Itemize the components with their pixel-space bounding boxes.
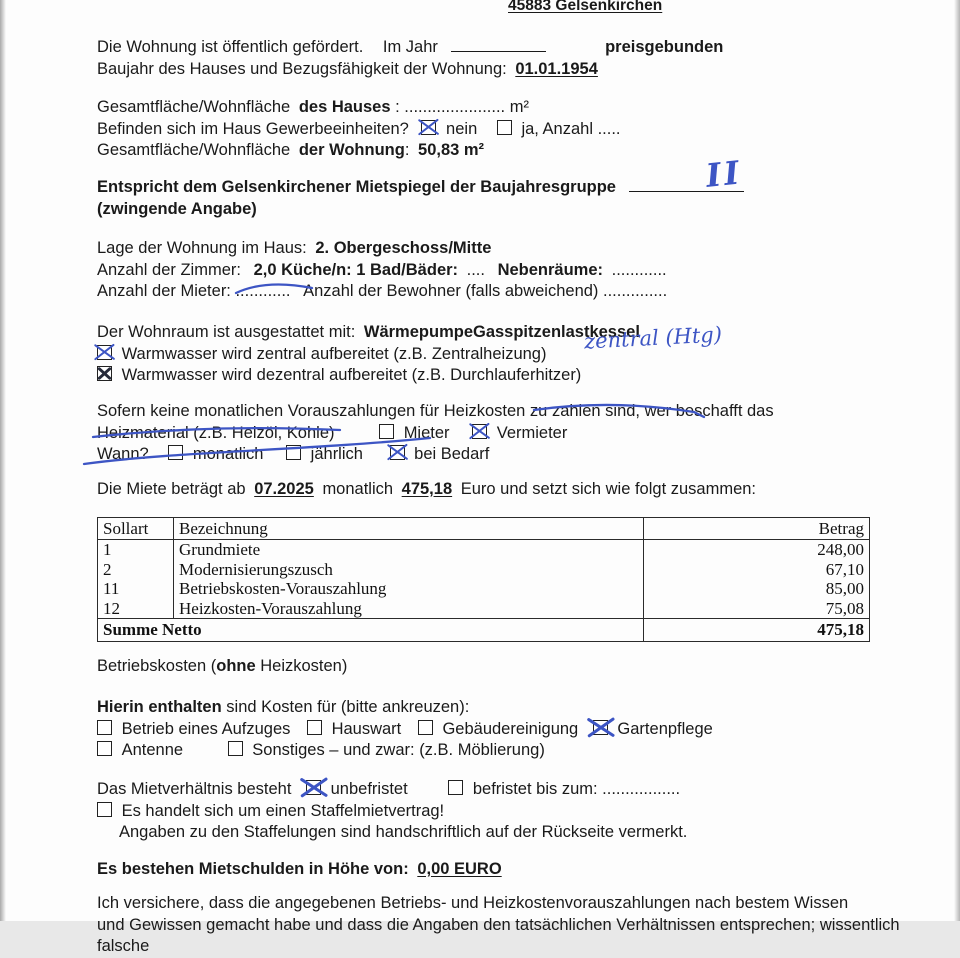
label-warmwasser-zentral: Warmwasser wird zentral aufbereitet (z.B. Zentralheizung) bbox=[121, 344, 547, 363]
label-warmwasser-dezentral: Warmwasser wird dezentral aufbereitet (z.B. Durchlauferhitzer) bbox=[121, 366, 582, 384]
funding-line2 bbox=[97, 59, 902, 81]
miete-text-a: Die Miete beträgt ab bbox=[97, 480, 246, 498]
miete-start-value: 07.2025 bbox=[254, 480, 314, 498]
mietschulden-value: 0,00 EURO bbox=[417, 860, 502, 878]
section-betriebskosten bbox=[97, 656, 902, 678]
nebenraeume-label: Nebenräume: bbox=[497, 260, 604, 279]
haus-label-bold: des Hauses bbox=[298, 98, 391, 116]
table-footer-row bbox=[98, 619, 870, 642]
gewerbe-question: Befinden sich im Haus Gewerbeeinheiten? bbox=[97, 119, 409, 138]
ausstattung-value: WärmepumpeGasspitzenlastkessel bbox=[363, 323, 640, 341]
baujahr-value: 01.01.1954 bbox=[515, 59, 598, 78]
miete-amount-value: 475,18 bbox=[401, 480, 453, 498]
cell-bezeichnung: Grundmiete bbox=[179, 540, 261, 559]
checkbox-gewerbe-ja bbox=[497, 120, 512, 135]
cell-sollart: 11 bbox=[98, 579, 174, 599]
versicherung-line1: Ich versichere, dass die angegebenen Betriebs- und Heizkostenvorauszahlungen nach bestem Wissen bbox=[97, 894, 849, 912]
areas-gewerbe-line bbox=[97, 119, 902, 141]
checkbox-warmwasser-dezentral bbox=[97, 366, 112, 381]
baujahr-label: Baujahr des Hauses und Bezugsfähigkeit der Wohnung: bbox=[97, 59, 507, 78]
mieter-count-field: Anzahl der Mieter: ............ bbox=[97, 282, 291, 300]
mietschulden-line bbox=[97, 859, 902, 881]
jahr-blank-field bbox=[451, 36, 546, 52]
funding-im-jahr-label: Im Jahr bbox=[382, 38, 438, 56]
label-staffelmietvertrag: Es handelt sich um einen Staffelmietvertrag! bbox=[121, 801, 445, 820]
col-header-betrag: Betrag bbox=[644, 518, 870, 540]
hierin-title-bold: Hierin enthalten bbox=[97, 698, 222, 716]
bewohner-count-field: Anzahl der Bewohner (falls abweichend) .............. bbox=[303, 282, 668, 300]
section-ausstattung bbox=[97, 322, 902, 387]
summe-netto-label: Summe Netto bbox=[98, 619, 644, 642]
lage-line bbox=[97, 238, 902, 260]
checkbox-mieter bbox=[379, 424, 394, 439]
bad-dots-field: .... bbox=[466, 260, 485, 279]
mietverhaeltnis-intro: Das Mietverhältnis besteht bbox=[97, 780, 292, 798]
cell-bezeichnung: Heizkosten-Vorauszahlung bbox=[179, 598, 362, 618]
section-mietschulden bbox=[97, 859, 902, 881]
checkbox-antenne bbox=[97, 741, 112, 756]
staffel-line bbox=[97, 801, 902, 823]
wohnung-colon: : bbox=[404, 141, 410, 159]
funding-line1 bbox=[97, 36, 902, 59]
label-mieter: Mieter bbox=[403, 423, 450, 442]
mietspiegel-text: Entspricht dem Gelsenkirchener Mietspiegel der Baujahresgruppe bbox=[97, 178, 616, 196]
zimmer-line bbox=[97, 260, 902, 282]
label-hauswart: Hauswart bbox=[331, 719, 402, 738]
handwritten-baujahresgruppe-value: II bbox=[704, 153, 744, 195]
checkbox-unbefristet bbox=[306, 780, 321, 795]
cell-betrag: 248,00 bbox=[644, 540, 870, 560]
mietverhaeltnis-line1 bbox=[97, 779, 902, 801]
mieter-line bbox=[97, 281, 902, 303]
cell-sollart: 12 bbox=[98, 599, 174, 619]
lage-label: Lage der Wohnung im Haus: bbox=[97, 239, 307, 257]
label-jaehrlich: jährlich bbox=[310, 445, 363, 463]
hierin-title-line bbox=[97, 697, 902, 719]
heizmaterial-line2 bbox=[97, 423, 902, 445]
table-row bbox=[98, 599, 870, 619]
betriebskosten-a: Betriebskosten ( bbox=[97, 657, 217, 675]
wohnung-area-value: 50,83 m² bbox=[418, 141, 485, 159]
section-heizmaterial bbox=[97, 401, 902, 466]
versicherung-line2-clipped: und Gewissen gemacht habe und dass die Angaben den tatsächlichen Verhältnissen entsprechen; wissentlich falsche bbox=[97, 915, 900, 955]
section-hierin bbox=[97, 697, 902, 762]
hierin-title-rest: sind Kosten für (bitte ankreuzen): bbox=[221, 698, 470, 716]
checkbox-sonstiges bbox=[228, 741, 243, 756]
section-versicherung bbox=[97, 893, 902, 958]
label-gartenpflege: Gartenpflege bbox=[617, 719, 713, 738]
scan-edge-right bbox=[954, 0, 960, 921]
cell-betrag: 67,10 bbox=[644, 560, 870, 580]
checkbox-monatlich bbox=[168, 445, 183, 460]
col-header-bezeichnung: Bezeichnung bbox=[174, 518, 644, 540]
wann-line bbox=[97, 444, 902, 466]
areas-wohnung-line bbox=[97, 140, 902, 162]
label-vermieter: Vermieter bbox=[496, 423, 568, 442]
section-mietverhaeltnis bbox=[97, 779, 902, 844]
label-antenne: Antenne bbox=[121, 741, 184, 759]
betriebskosten-ohne: ohne bbox=[216, 657, 256, 675]
staffel-note-line: Angaben zu den Staffelungen sind handschriftlich auf der Rückseite vermerkt. bbox=[119, 823, 688, 841]
section-funding bbox=[97, 36, 902, 80]
haus-label: Gesamtfläche/Wohnfläche bbox=[97, 98, 291, 116]
zimmer-value: 2,0 Küche/n: 1 Bad/Bäder: bbox=[253, 260, 459, 279]
funding-preisgebunden: preisgebunden bbox=[605, 38, 724, 56]
table-header-row bbox=[98, 518, 870, 540]
warmwasser-dezentral-line bbox=[97, 365, 902, 387]
section-lage bbox=[97, 238, 902, 303]
wohnung-label-bold: der Wohnung bbox=[298, 141, 405, 159]
funding-sentence: Die Wohnung ist öffentlich gefördert. bbox=[97, 38, 364, 56]
label-bei-bedarf: bei Bedarf bbox=[414, 445, 490, 463]
mietschulden-label: Es bestehen Mietschulden in Höhe von: bbox=[97, 860, 409, 878]
label-befristet: befristet bis zum: ................. bbox=[472, 780, 681, 798]
cell-betrag: 85,00 bbox=[644, 579, 870, 599]
cell-bezeichnung: Modernisierungszusch bbox=[179, 559, 333, 579]
section-miete bbox=[97, 479, 902, 501]
checkbox-warmwasser-zentral bbox=[97, 345, 112, 360]
label-gebaeudereinigung: Gebäudereinigung bbox=[442, 719, 579, 738]
cell-bezeichnung: Betriebskosten-Vorauszahlung bbox=[179, 579, 387, 598]
checkbox-staffelmietvertrag bbox=[97, 802, 112, 817]
wohnung-label: Gesamtfläche/Wohnfläche bbox=[97, 141, 291, 159]
section-areas bbox=[97, 97, 902, 162]
nebenraeume-dots-field: ............ bbox=[611, 260, 667, 279]
checkbox-befristet bbox=[448, 780, 463, 795]
label-gewerbe-nein: nein bbox=[446, 119, 478, 138]
col-header-sollart: Sollart bbox=[98, 518, 174, 540]
header-city-line: 45883 Gelsenkirchen bbox=[508, 0, 663, 14]
section-mietspiegel bbox=[97, 176, 902, 220]
hierin-row2 bbox=[97, 740, 902, 762]
areas-haus-line bbox=[97, 97, 902, 119]
table-row bbox=[98, 579, 870, 599]
handwritten-zentral-note: zentral (Htg) bbox=[583, 322, 723, 354]
label-unbefristet: unbefristet bbox=[330, 780, 408, 798]
checkbox-gartenpflege bbox=[593, 720, 608, 735]
lage-value: 2. Obergeschoss/Mitte bbox=[315, 239, 492, 257]
miete-line bbox=[97, 479, 902, 501]
betriebskosten-line bbox=[97, 656, 902, 678]
miete-text-c: Euro und setzt sich wie folgt zusammen: bbox=[460, 480, 757, 498]
rent-breakdown-table bbox=[97, 517, 870, 642]
checkbox-aufzug bbox=[97, 720, 112, 735]
haus-dots-field: : ...................... m² bbox=[395, 98, 529, 116]
checkbox-bei-bedarf bbox=[390, 445, 405, 460]
cell-sollart: 1 bbox=[98, 540, 174, 560]
heizmaterial-line1: Sofern keine monatlichen Vorauszahlungen für Heizkosten zu zahlen sind, wer beschafft das bbox=[97, 402, 774, 420]
cell-betrag: 75,08 bbox=[644, 599, 870, 619]
hierin-row1 bbox=[97, 719, 902, 741]
table-row bbox=[98, 560, 870, 580]
warmwasser-zentral-line bbox=[97, 344, 902, 366]
label-aufzug: Betrieb eines Aufzuges bbox=[121, 719, 291, 738]
miete-text-b: monatlich bbox=[322, 480, 394, 498]
checkbox-gebaeudereinigung bbox=[418, 720, 433, 735]
table-row bbox=[98, 540, 870, 560]
checkbox-jaehrlich bbox=[286, 445, 301, 460]
ausstattung-line bbox=[97, 322, 902, 344]
mietspiegel-line bbox=[97, 176, 902, 199]
zimmer-label: Anzahl der Zimmer: bbox=[97, 260, 241, 279]
label-monatlich: monatlich bbox=[192, 445, 264, 463]
heizmaterial-label: Heizmaterial (z.B. Heizöl, Kohle) bbox=[97, 423, 335, 442]
label-sonstiges: Sonstiges – und zwar: (z.B. Möblierung) bbox=[252, 741, 545, 759]
label-gewerbe-ja: ja, Anzahl ..... bbox=[521, 119, 621, 138]
cell-sollart: 2 bbox=[98, 560, 174, 580]
betriebskosten-b: Heizkosten) bbox=[255, 657, 348, 675]
summe-netto-value: 475,18 bbox=[644, 619, 870, 642]
wann-label: Wann? bbox=[97, 445, 149, 463]
ausstattung-label: Der Wohnraum ist ausgestattet mit: bbox=[97, 323, 356, 341]
scan-edge-left bbox=[0, 0, 6, 921]
mietspiegel-note: (zwingende Angabe) bbox=[97, 199, 257, 218]
checkbox-hauswart bbox=[307, 720, 322, 735]
checkbox-gewerbe-nein bbox=[421, 120, 436, 135]
checkbox-vermieter bbox=[472, 424, 487, 439]
